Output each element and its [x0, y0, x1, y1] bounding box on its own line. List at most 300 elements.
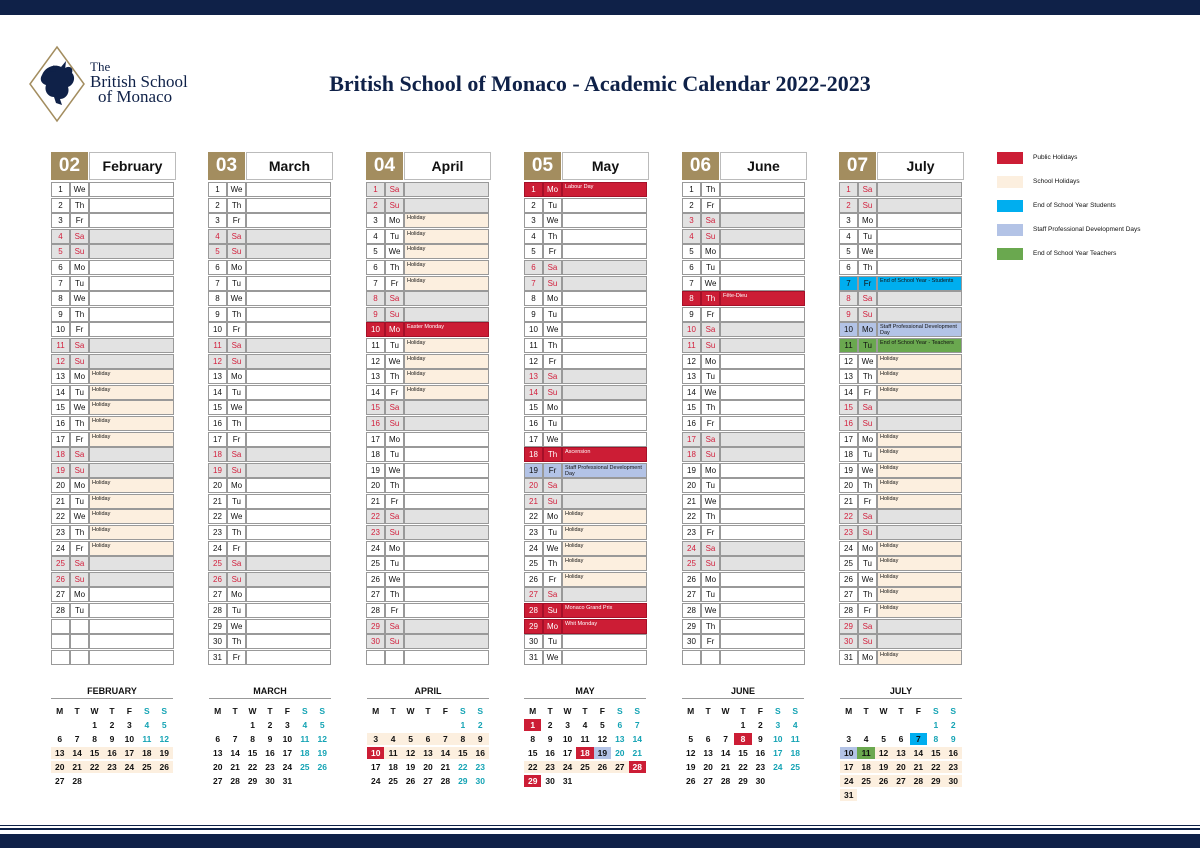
day-note: Staff Professional Development Day [562, 463, 647, 478]
day-note [877, 619, 962, 634]
logo-line1: The [90, 59, 111, 74]
day-number: 7 [366, 276, 385, 291]
day-row [682, 291, 807, 306]
weekday: We [701, 385, 720, 400]
mini-day: 9 [758, 734, 763, 744]
day-number: 5 [839, 244, 858, 259]
mini-day: 18 [138, 747, 155, 759]
day-number: 26 [51, 572, 70, 587]
day-row [524, 509, 649, 524]
day-number: 18 [366, 447, 385, 462]
mini-day: 27 [703, 776, 713, 786]
mini-day [699, 719, 716, 731]
mini-day [384, 719, 401, 731]
day-note: End of School Year - Teachers [877, 338, 962, 353]
day-row [208, 650, 333, 665]
day-number: 5 [51, 244, 70, 259]
mini-day: 28 [629, 761, 646, 773]
mini-day: 9 [109, 734, 115, 744]
day-note [562, 385, 647, 400]
day-number: 23 [51, 525, 70, 540]
mini-weekday: M [372, 706, 380, 716]
mini-day: 15 [738, 748, 748, 758]
mini-day: 19 [317, 748, 327, 758]
mini-day: 6 [898, 734, 904, 744]
mini-weekday: S [634, 706, 641, 716]
day-row [682, 244, 807, 259]
weekday: Fr [701, 525, 720, 540]
day-row [682, 432, 807, 447]
mini-day: 12 [159, 734, 169, 744]
weekday: We [543, 213, 562, 228]
weekday: Su [70, 572, 89, 587]
day-number: 12 [366, 354, 385, 369]
day-row [682, 213, 807, 228]
legend-label: Staff Professional Development Days [1033, 226, 1141, 233]
day-number: 26 [208, 572, 227, 587]
day-note [246, 260, 331, 275]
mini-weekday: W [406, 706, 415, 716]
bottom-bar [0, 834, 1200, 848]
day-number: 7 [839, 276, 858, 291]
mini-day [86, 775, 103, 787]
mini-day: 4 [582, 720, 588, 730]
day-note: Holiday [877, 432, 962, 447]
weekday: Th [858, 369, 877, 384]
weekday: Mo [858, 650, 877, 665]
day-number: 1 [208, 182, 227, 197]
mini-day [787, 775, 804, 787]
day-row [839, 322, 964, 337]
weekday: Fr [701, 307, 720, 322]
day-row [208, 369, 333, 384]
day-note [246, 478, 331, 493]
month-column-june [682, 152, 807, 665]
weekday: Sa [70, 338, 89, 353]
mini-day: 17 [282, 748, 293, 758]
day-row [366, 213, 491, 228]
mini-day: 13 [892, 747, 909, 759]
day-row [51, 525, 176, 540]
weekday: Sa [858, 400, 877, 415]
day-number: 2 [524, 198, 543, 213]
day-row [682, 556, 807, 571]
mini-day: 27 [611, 761, 628, 773]
day-number: 13 [682, 369, 701, 384]
day-note [404, 619, 489, 634]
mini-month-title: APRIL [414, 686, 442, 696]
weekday: Su [701, 229, 720, 244]
day-number: 4 [51, 229, 70, 244]
day-row [51, 587, 176, 602]
mini-weekday: T [232, 706, 238, 716]
mini-day: 6 [419, 733, 436, 745]
day-number: 22 [208, 509, 227, 524]
day-note [89, 447, 174, 462]
day-row [366, 572, 491, 587]
day-number: 9 [366, 307, 385, 322]
day-number: 15 [682, 400, 701, 415]
weekday: Fr [858, 494, 877, 509]
day-note: Holiday [877, 541, 962, 556]
mini-day: 18 [790, 748, 800, 758]
mini-day: 15 [454, 747, 471, 759]
weekday: Su [858, 307, 877, 322]
weekday: Su [543, 276, 562, 291]
mini-day [769, 775, 786, 787]
day-row [839, 556, 964, 571]
weekday: Mo [385, 541, 404, 556]
day-number: 18 [839, 447, 858, 462]
day-row [366, 416, 491, 431]
day-number: 11 [839, 338, 858, 353]
weekday: We [385, 244, 404, 259]
weekday [70, 619, 89, 634]
weekday: Th [70, 198, 89, 213]
day-note [720, 541, 805, 556]
month-header [524, 152, 649, 180]
mini-day: 3 [127, 720, 132, 730]
day-note: Holiday [877, 587, 962, 602]
mini-weekday: T [705, 706, 711, 716]
mini-day: 2 [758, 720, 763, 730]
day-row [208, 432, 333, 447]
mini-month-title: FEBRUARY [87, 686, 137, 696]
day-number: 11 [682, 338, 701, 353]
mini-grid [682, 703, 804, 789]
mini-day: 4 [863, 734, 869, 744]
day-note [246, 494, 331, 509]
day-note: Holiday [89, 416, 174, 431]
month-number: 05 [524, 152, 561, 180]
day-note [89, 634, 174, 649]
day-row [51, 556, 176, 571]
day-note: Holiday [404, 229, 489, 244]
day-row [682, 619, 807, 634]
day-note [877, 229, 962, 244]
day-note: Holiday [404, 369, 489, 384]
weekday: Fr [701, 198, 720, 213]
day-row [51, 650, 176, 665]
day-row [524, 182, 649, 197]
day-row [208, 494, 333, 509]
month-column-july [839, 152, 964, 665]
day-number: 9 [839, 307, 858, 322]
mini-day: 9 [472, 733, 489, 745]
weekday: Tu [227, 603, 246, 618]
mini-day: 28 [440, 776, 451, 786]
day-note [404, 291, 489, 306]
day-number: 17 [839, 432, 858, 447]
weekday: Sa [227, 229, 246, 244]
day-row [51, 322, 176, 337]
day-row [524, 260, 649, 275]
day-row [524, 603, 649, 618]
weekday: Mo [227, 369, 246, 384]
day-number: 28 [366, 603, 385, 618]
day-number: 10 [839, 322, 858, 337]
logo-line3: of Monaco [98, 87, 173, 106]
day-number: 11 [51, 338, 70, 353]
day-number: 14 [682, 385, 701, 400]
mini-day: 8 [933, 734, 939, 744]
weekday: Fr [543, 463, 562, 478]
day-note [720, 369, 805, 384]
weekday: Su [385, 525, 404, 540]
day-row [839, 338, 964, 353]
day-row [208, 572, 333, 587]
mini-grid [209, 703, 331, 789]
mini-day: 7 [634, 720, 640, 730]
mini-day: 14 [68, 747, 85, 759]
day-note [89, 572, 174, 587]
day-note: Monaco Grand Prix [562, 603, 647, 618]
day-number: 22 [524, 509, 543, 524]
weekday: Mo [543, 291, 562, 306]
day-note [404, 650, 489, 665]
weekday: We [227, 182, 246, 197]
mini-day [629, 775, 646, 787]
day-row [51, 400, 176, 415]
day-row [524, 587, 649, 602]
day-number: 6 [839, 260, 858, 275]
day-row [366, 260, 491, 275]
weekday: Fr [70, 322, 89, 337]
day-number: 10 [682, 322, 701, 337]
day-row [208, 307, 333, 322]
mini-day: 7 [723, 734, 728, 744]
day-number: 24 [208, 541, 227, 556]
weekday: Th [701, 291, 720, 306]
day-number: 7 [682, 276, 701, 291]
day-row [51, 509, 176, 524]
mini-day: 25 [388, 776, 398, 786]
day-note: Holiday [404, 276, 489, 291]
mini-day: 6 [57, 734, 63, 744]
weekday: Th [70, 307, 89, 322]
day-number: 30 [524, 634, 543, 649]
day-number: 17 [682, 432, 701, 447]
day-note [720, 650, 805, 665]
day-row [524, 525, 649, 540]
day-note: Holiday [89, 541, 174, 556]
day-row [524, 541, 649, 556]
month-name: May [562, 152, 649, 180]
day-note [562, 369, 647, 384]
weekday: Mo [701, 572, 720, 587]
weekday: Tu [543, 416, 562, 431]
day-row [682, 416, 807, 431]
mini-day: 18 [300, 748, 310, 758]
weekday: Th [858, 587, 877, 602]
mini-day: 20 [703, 762, 713, 772]
mini-day [840, 719, 857, 731]
mini-day: 17 [773, 748, 783, 758]
legend-label: End of School Year Teachers [1033, 250, 1117, 257]
day-row [51, 572, 176, 587]
day-number: 15 [208, 400, 227, 415]
day-note [89, 182, 174, 197]
day-note [877, 291, 962, 306]
day-row [366, 432, 491, 447]
mini-weekday: M [529, 706, 537, 716]
day-row [524, 213, 649, 228]
day-note [246, 369, 331, 384]
day-row [366, 463, 491, 478]
weekday: Sa [701, 213, 720, 228]
day-number: 27 [524, 587, 543, 602]
mini-day: 1 [524, 719, 541, 731]
day-note: Holiday [404, 213, 489, 228]
day-row [524, 619, 649, 634]
weekday: Sa [543, 369, 562, 384]
day-note: Holiday [89, 400, 174, 415]
day-number: 17 [208, 432, 227, 447]
mini-day: 20 [51, 761, 68, 773]
day-number: 11 [524, 338, 543, 353]
weekday: Tu [543, 634, 562, 649]
day-number: 11 [366, 338, 385, 353]
day-note [246, 572, 331, 587]
day-note [877, 260, 962, 275]
mini-calendar-march [209, 686, 331, 789]
day-note [562, 400, 647, 415]
day-number: 3 [208, 213, 227, 228]
day-note [720, 198, 805, 213]
day-number: 8 [208, 291, 227, 306]
day-note [404, 198, 489, 213]
mini-day: 26 [156, 761, 173, 773]
day-number: 18 [524, 447, 543, 462]
day-row [839, 182, 964, 197]
day-note [720, 307, 805, 322]
mini-day: 14 [910, 747, 927, 759]
day-row [366, 509, 491, 524]
weekday: Sa [858, 619, 877, 634]
day-row [682, 182, 807, 197]
day-note: Holiday [877, 603, 962, 618]
weekday: Sa [227, 338, 246, 353]
mini-calendar-june [682, 686, 804, 789]
legend-label: End of School Year Students [1033, 202, 1116, 209]
day-note [720, 619, 805, 634]
day-note [89, 291, 174, 306]
weekday [385, 650, 404, 665]
weekday: Th [70, 416, 89, 431]
mini-day: 24 [773, 762, 783, 772]
mini-day: 15 [527, 748, 538, 758]
mini-weekday: S [143, 706, 150, 716]
day-number: 24 [51, 541, 70, 556]
mini-day: 19 [594, 747, 611, 759]
day-number: 24 [524, 541, 543, 556]
mini-day: 11 [142, 734, 152, 744]
mini-day: 25 [138, 761, 155, 773]
day-number: 10 [208, 322, 227, 337]
mini-day: 10 [282, 734, 293, 744]
weekday: Tu [70, 494, 89, 509]
mini-day: 31 [282, 776, 293, 786]
day-note [720, 213, 805, 228]
day-row [524, 229, 649, 244]
day-note: Fête-Dieu [720, 291, 805, 306]
mini-calendar-february [51, 686, 173, 789]
day-row [524, 634, 649, 649]
day-row [682, 634, 807, 649]
day-number: 6 [366, 260, 385, 275]
day-row [524, 369, 649, 384]
day-row [839, 650, 964, 665]
day-number: 16 [524, 416, 543, 431]
mini-grid [51, 703, 173, 789]
day-note [89, 307, 174, 322]
day-row [839, 307, 964, 322]
mini-day: 5 [402, 733, 419, 745]
weekday: Tu [70, 603, 89, 618]
day-number: 13 [524, 369, 543, 384]
day-note [720, 634, 805, 649]
day-row [682, 322, 807, 337]
day-row [366, 619, 491, 634]
weekday: Th [543, 338, 562, 353]
mini-day: 24 [840, 775, 857, 787]
weekday: We [70, 509, 89, 524]
day-number: 6 [524, 260, 543, 275]
month-name: June [720, 152, 807, 180]
mini-day: 8 [530, 734, 536, 744]
mini-day: 27 [212, 776, 223, 786]
day-row [208, 213, 333, 228]
day-number: 26 [366, 572, 385, 587]
page-title: British School of Monaco - Academic Calendar 2022-2023 [329, 71, 871, 96]
day-note: Labour Day [562, 182, 647, 197]
day-note [562, 213, 647, 228]
day-row [839, 260, 964, 275]
mini-day: 30 [545, 776, 555, 786]
weekday: We [70, 182, 89, 197]
mini-day: 19 [156, 747, 173, 759]
weekday: Tu [385, 556, 404, 571]
day-number: 28 [682, 603, 701, 618]
day-row [366, 291, 491, 306]
mini-day: 11 [857, 747, 874, 759]
day-note [89, 338, 174, 353]
weekday: Tu [858, 229, 877, 244]
day-note: Holiday [89, 432, 174, 447]
weekday: Th [227, 416, 246, 431]
day-note [877, 213, 962, 228]
day-note: Holiday [877, 447, 962, 462]
day-note [720, 229, 805, 244]
weekday: Tu [227, 385, 246, 400]
weekday: Sa [858, 182, 877, 197]
day-number: 4 [366, 229, 385, 244]
day-row [524, 463, 649, 478]
mini-day: 28 [910, 775, 927, 787]
weekday: Su [385, 634, 404, 649]
day-note [246, 509, 331, 524]
weekday: We [227, 619, 246, 634]
mini-day: 30 [755, 776, 766, 786]
mini-day: 24 [559, 761, 576, 773]
day-row [366, 385, 491, 400]
mini-weekday: W [248, 706, 257, 716]
day-row [208, 400, 333, 415]
mini-weekday: T [547, 706, 553, 716]
day-number: 23 [366, 525, 385, 540]
mini-day: 23 [945, 761, 962, 773]
day-number: 27 [839, 587, 858, 602]
